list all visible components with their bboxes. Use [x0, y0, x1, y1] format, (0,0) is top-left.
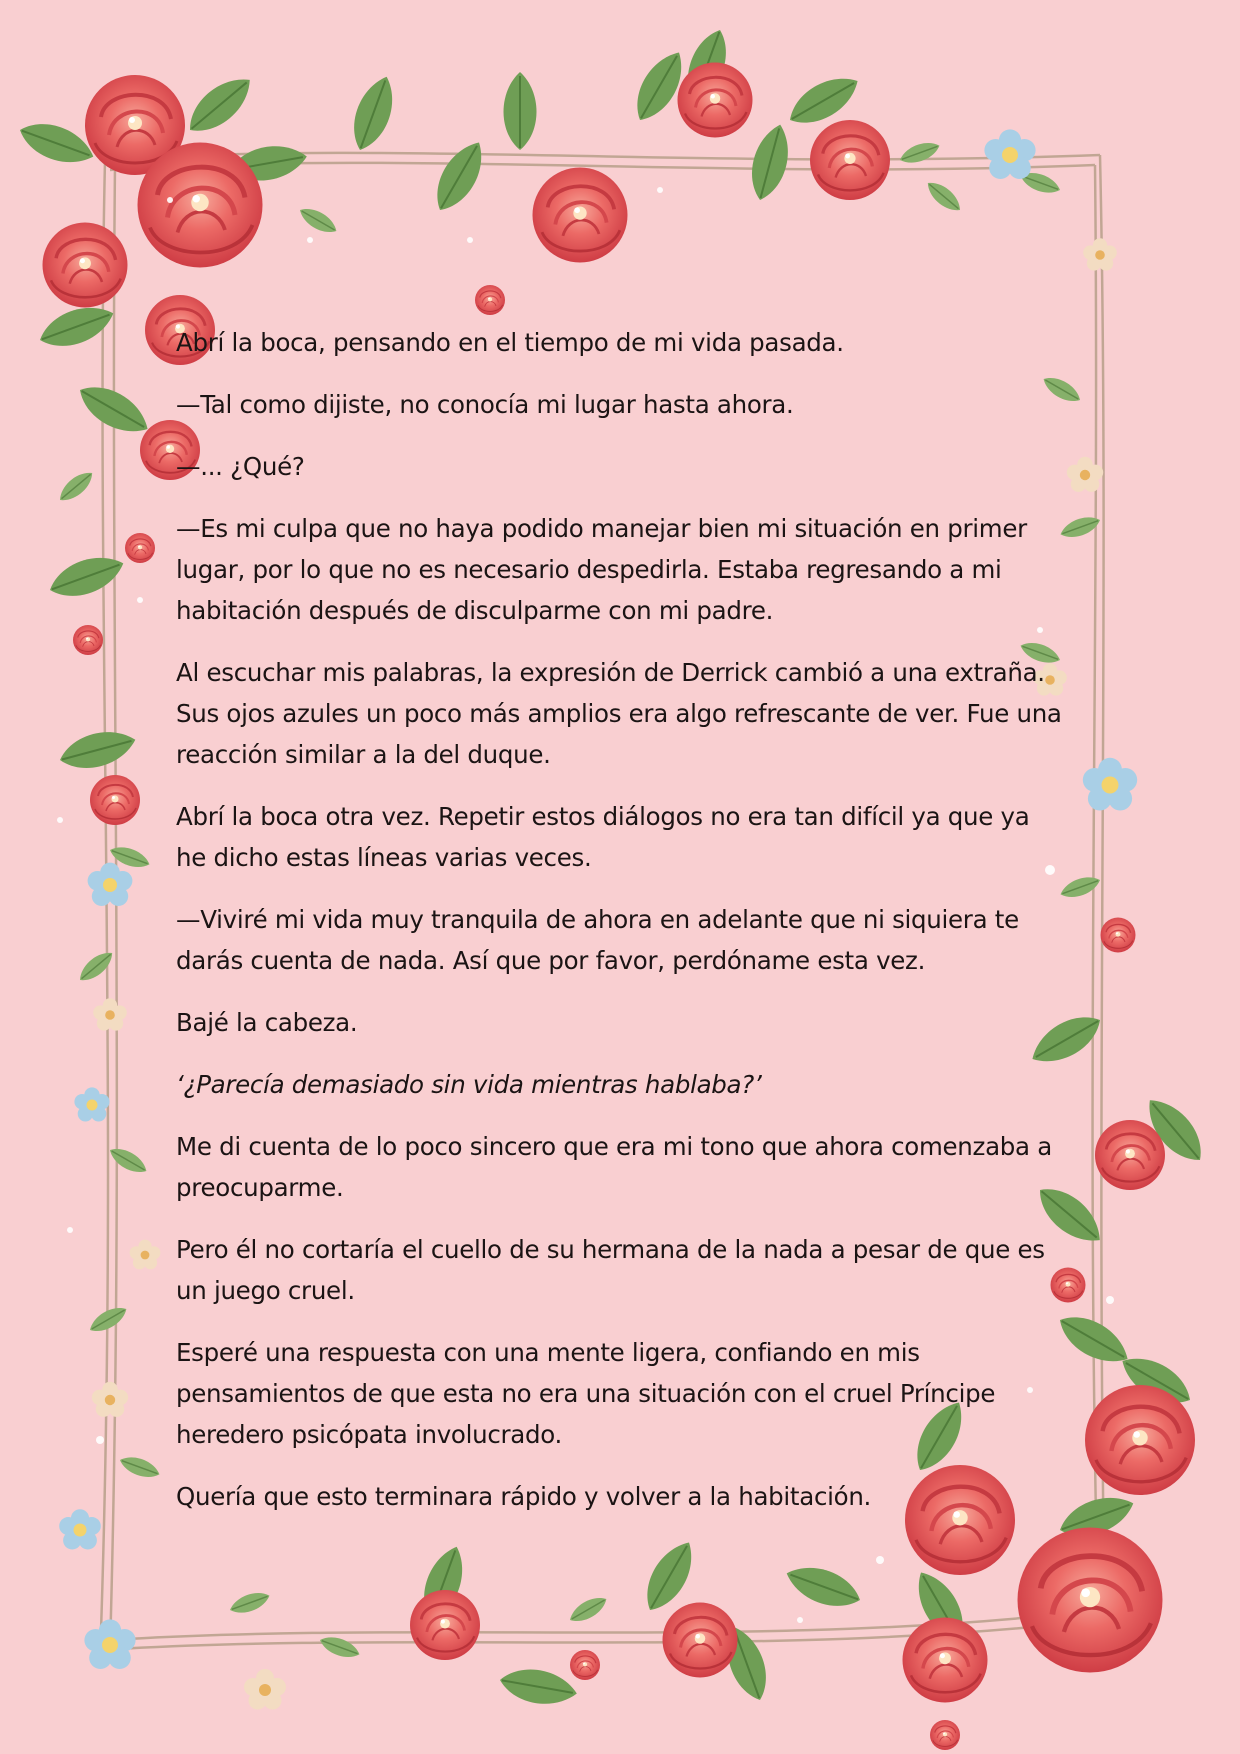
paragraph: Bajé la cabeza. — [176, 1008, 358, 1037]
paragraph: Quería que esto terminara rápido y volver a la habitación. — [176, 1482, 872, 1511]
paragraph: Abrí la boca otra vez. Repetir estos diálogos no era tan difícil ya que ya he dicho estas líneas varias veces. — [176, 802, 1030, 872]
paragraph: Esperé una respuesta con una mente ligera, confiando en mis pensamientos de que esta no era una situación con el cruel Príncipe heredero psicópata involucrado. — [176, 1338, 996, 1449]
paragraph: —... ¿Qué? — [176, 452, 305, 481]
paragraph: —Es mi culpa que no haya podido manejar bien mi situación en primer lugar, por lo que no es necesario despedirla. Estaba regresando a mi habitación después de disculparme con mi padre. — [176, 514, 1027, 625]
paragraph: —Viviré mi vida muy tranquila de ahora en adelante que ni siquiera te darás cuenta de nada. Así que por favor, perdóname esta vez. — [176, 905, 1019, 975]
paragraph: Pero él no cortaría el cuello de su hermana de la nada a pesar de que es un juego cruel. — [176, 1235, 1045, 1305]
document-body — [176, 322, 1066, 1538]
inner-thought-paragraph: ‘¿Parecía demasiado sin vida mientras hablaba?’ — [176, 1070, 762, 1099]
paragraph: —Tal como dijiste, no conocía mi lugar hasta ahora. — [176, 390, 794, 419]
paragraph: Me di cuenta de lo poco sincero que era mi tono que ahora comenzaba a preocuparme. — [176, 1132, 1052, 1202]
paragraph: Abrí la boca, pensando en el tiempo de mi vida pasada. — [176, 328, 844, 357]
paragraph: Al escuchar mis palabras, la expresión de Derrick cambió a una extraña. Sus ojos azules un poco más amplios era algo refrescante de ver. Fue una reacción similar a la del duque. — [176, 658, 1062, 769]
